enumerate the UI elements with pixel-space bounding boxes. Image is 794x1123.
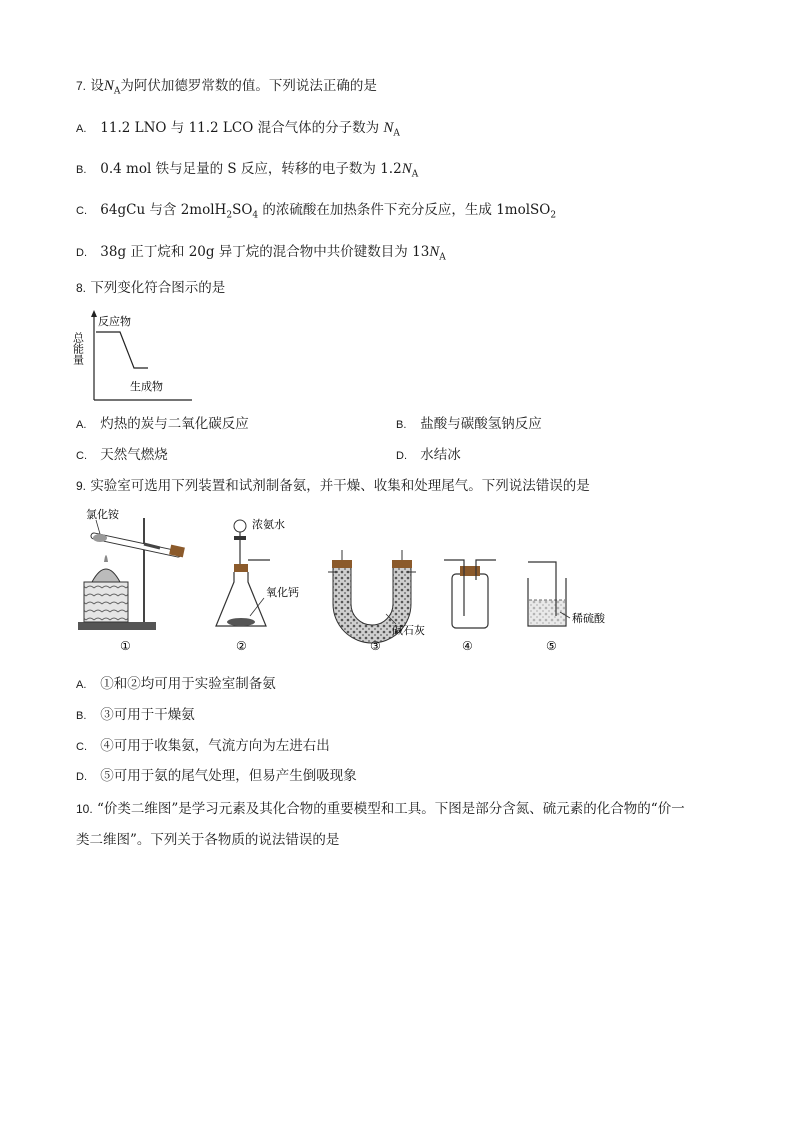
funnel-tap — [234, 536, 246, 540]
q7-option-a-letter: A. — [76, 123, 87, 135]
lamp-flame — [104, 555, 108, 562]
q7-option-c-sub-3: 2 — [550, 210, 557, 221]
q8-stem — [76, 276, 225, 296]
q9-option-b-letter: B. — [76, 710, 87, 722]
q10-stem-text-1: “价类二维图”是学习元素及其化合物的重要模型和工具。下图是部分含氮、硫元素的化合物的“价一 — [96, 801, 685, 817]
q7-option-d[interactable] — [76, 240, 446, 263]
q7-option-d-text: 38g 正丁烷和 20g 异丁烷的混合物中共价键数目为 13 — [100, 244, 430, 260]
q9-option-b-text: ③可用于干燥氨 — [100, 707, 195, 723]
stopper-3b — [392, 560, 412, 568]
q7-stem-b: 为阿伏加德罗常数的值。下列说法正确的是 — [120, 78, 377, 94]
label-cao: 氧化钙 — [266, 586, 299, 599]
q8-stem-text: 下列变化符合图示的是 — [90, 280, 226, 296]
q10-stem-text-2: 类二维图”。下列关于各物质的说法错误的是 — [76, 832, 340, 848]
label-n3: ③ — [370, 639, 381, 653]
q9-option-d-letter: D. — [76, 771, 87, 783]
q7-number: 7. — [76, 79, 87, 93]
q8-option-a-text: 灼热的炭与二氧化碳反应 — [100, 416, 249, 432]
q9-stem — [76, 474, 590, 494]
apparatus-figure — [70, 504, 630, 656]
q9-option-d[interactable] — [76, 764, 357, 784]
q10-stem-line-1 — [76, 797, 685, 817]
stopper-3a — [332, 560, 352, 568]
label-n5: ⑤ — [546, 639, 557, 653]
q7-stem-symbol: N — [103, 78, 114, 94]
energy-curve — [96, 332, 148, 368]
q7-option-b-symbol: N — [401, 161, 412, 177]
q7-option-a-sub: A — [393, 128, 400, 139]
q7-option-c-sub-1: 2 — [226, 210, 233, 221]
energy-axis-label: 总能量 — [72, 332, 85, 365]
apparatus-3 — [328, 550, 425, 653]
q7-option-c-text-2: SO — [232, 202, 253, 218]
q8-option-b[interactable] — [396, 412, 542, 432]
label-dilute-acid: 稀硫酸 — [572, 612, 605, 625]
q9-option-a-letter: A. — [76, 679, 87, 691]
label-nh4cl: 氯化铵 — [86, 508, 119, 521]
q10-stem-line-2 — [76, 828, 339, 848]
label-soda-lime: 碱石灰 — [392, 624, 425, 637]
q7-option-d-symbol: N — [429, 244, 440, 260]
q9-option-c[interactable] — [76, 734, 330, 754]
apparatus-1-wood-block — [84, 582, 128, 622]
apparatus-1-base — [78, 622, 156, 630]
q8-option-c[interactable] — [76, 443, 168, 463]
cao-solid — [227, 618, 255, 626]
q8-option-c-text: 天然气燃烧 — [100, 447, 168, 463]
q7-stem-sub: A — [113, 86, 121, 97]
q9-option-a-text: ①和②均可用于实验室制备氨 — [100, 676, 276, 692]
q7-option-d-sub: A — [439, 252, 446, 263]
q7-stem-a: 设 — [90, 78, 104, 94]
q7-option-a-text: 11.2 LNO 与 11.2 LCO 混合气体的分子数为 — [100, 120, 380, 136]
alcohol-lamp — [92, 569, 120, 582]
q9-number: 9. — [76, 479, 87, 493]
q8-option-b-letter: B. — [396, 419, 407, 431]
gas-bottle — [452, 574, 488, 628]
stopper-4 — [460, 566, 480, 576]
q10-number: 10. — [76, 802, 93, 816]
apparatus-1 — [78, 507, 185, 653]
q9-option-c-text: ④可用于收集氨，气流方向为左进右出 — [100, 738, 330, 754]
q7-option-b-letter: B. — [76, 164, 87, 176]
label-n1: ① — [120, 639, 131, 653]
q8-option-a[interactable] — [76, 412, 249, 432]
energy-diagram — [72, 308, 202, 404]
q7-option-c-text-1: 64gCu 与含 2molH — [100, 202, 227, 218]
stopper-2 — [234, 564, 248, 572]
apparatus-2 — [216, 517, 299, 653]
q7-option-d-letter: D. — [76, 247, 87, 259]
q8-option-b-text: 盐酸与碳酸氢钠反应 — [420, 416, 542, 432]
q8-option-d[interactable] — [396, 443, 461, 463]
q8-number: 8. — [76, 281, 87, 295]
q9-option-c-letter: C. — [76, 741, 87, 753]
q8-option-d-text: 水结冰 — [420, 447, 461, 463]
separating-funnel-bulb — [234, 520, 246, 532]
energy-reactant-label: 反应物 — [98, 315, 131, 328]
q7-option-c-text-3: 的浓硫酸在加热条件下充分反应，生成 1molSO — [258, 202, 551, 218]
q7-option-a-symbol: N — [383, 120, 394, 136]
energy-product-label: 生成物 — [130, 380, 163, 393]
q7-stem — [76, 74, 377, 97]
q7-option-b-text: 0.4 mol 铁与足量的 S 反应，转移的电子数为 1.2 — [100, 161, 402, 177]
conical-flask — [216, 572, 266, 626]
label-n2: ② — [236, 639, 247, 653]
apparatus-5 — [528, 562, 606, 653]
q7-option-c[interactable] — [76, 198, 556, 221]
q9-stem-text: 实验室可选用下列装置和试剂制备氨，并干燥、收集和处理尾气。下列说法错误的是 — [90, 478, 590, 494]
q7-option-c-letter: C. — [76, 205, 87, 217]
label-n4: ④ — [462, 639, 473, 653]
q8-option-a-letter: A. — [76, 419, 87, 431]
energy-axis-arrow — [91, 310, 97, 317]
q9-option-a[interactable] — [76, 672, 276, 692]
nh4cl-solid — [93, 534, 107, 542]
label-ammonia-water: 浓氨水 — [252, 518, 285, 531]
q7-option-b[interactable] — [76, 157, 418, 180]
q8-option-d-letter: D. — [396, 450, 407, 462]
q7-option-b-sub: A — [411, 169, 419, 180]
q9-option-d-text: ⑤可用于氨的尾气处理，但易产生倒吸现象 — [100, 768, 357, 784]
dilute-acid-liquid — [529, 600, 565, 625]
q7-option-c-sub-2: 4 — [252, 210, 259, 221]
apparatus-4 — [444, 560, 496, 653]
q7-option-a[interactable] — [76, 116, 400, 139]
q9-option-b[interactable] — [76, 703, 195, 723]
q8-option-c-letter: C. — [76, 450, 87, 462]
